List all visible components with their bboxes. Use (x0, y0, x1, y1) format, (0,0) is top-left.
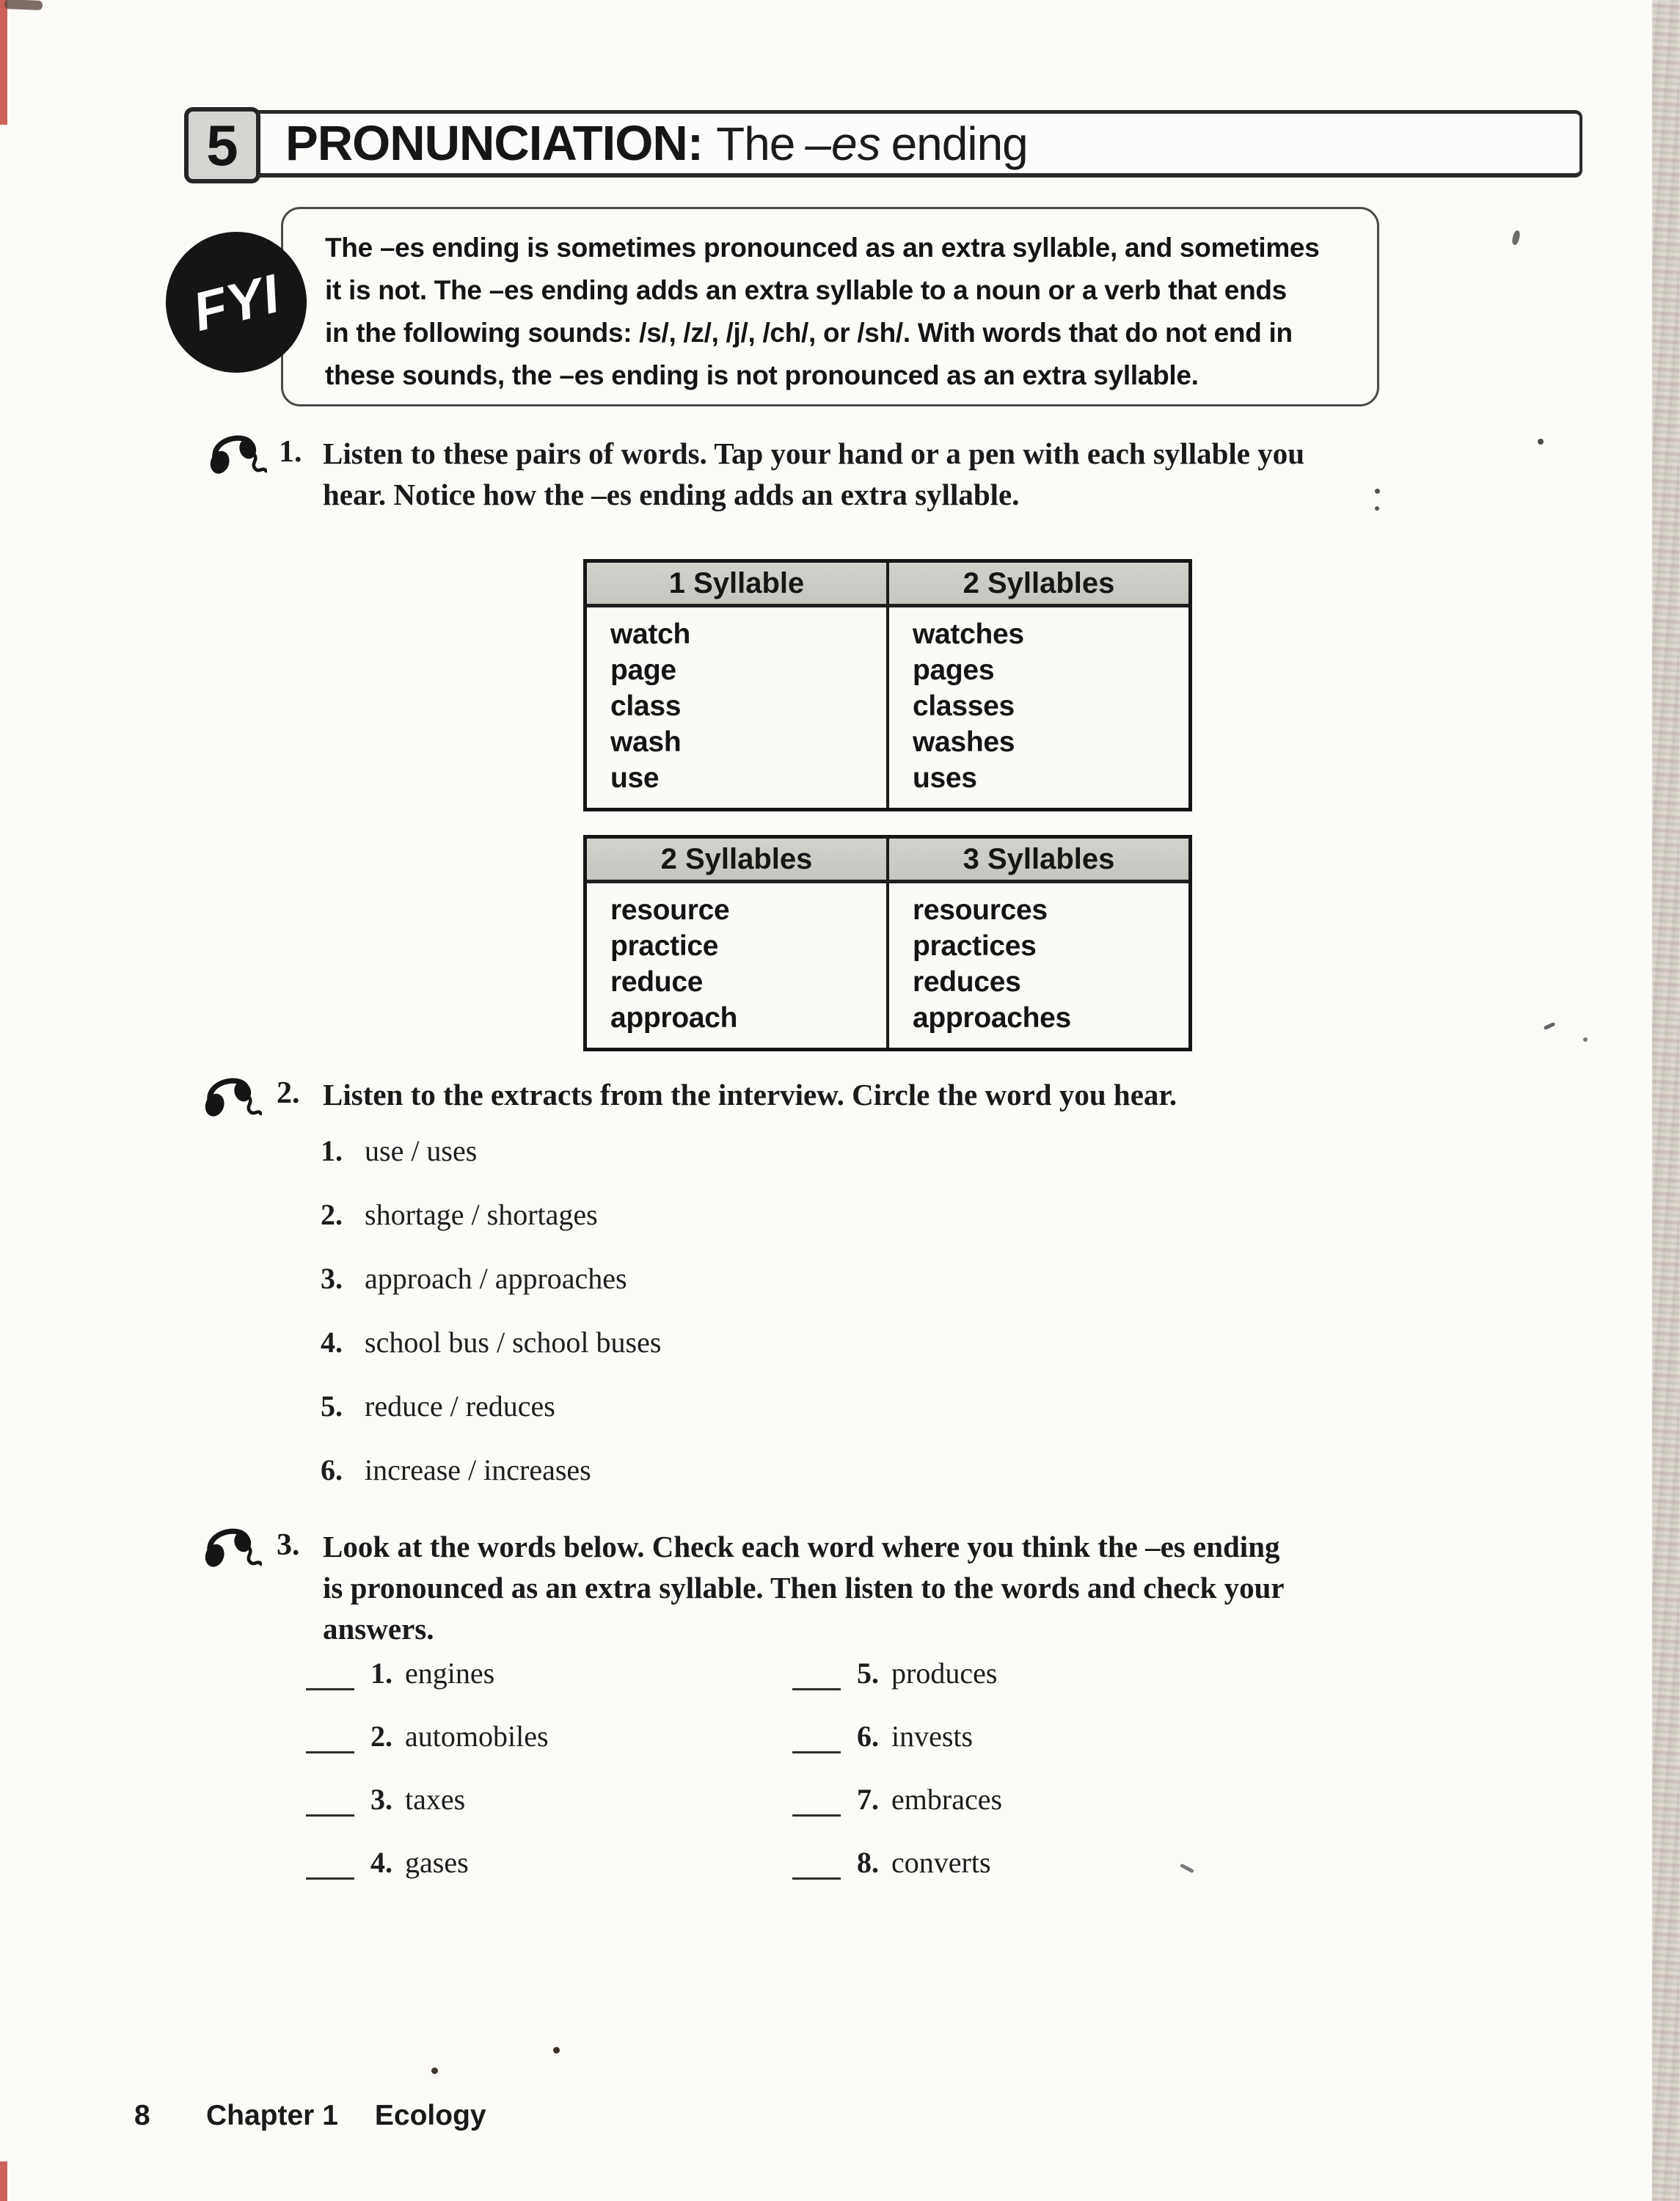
fyi-note-box (281, 207, 1379, 406)
table-body (587, 883, 1188, 1048)
table-word: resource (610, 894, 730, 926)
item-number: 3. (370, 1783, 392, 1816)
fyi-text (325, 227, 1358, 397)
item-number: 3. (321, 1262, 343, 1295)
table-word: wash (610, 726, 682, 758)
table-word: resources (913, 894, 1048, 926)
answer-blank (306, 1720, 354, 1753)
scan-artifact (0, 0, 7, 125)
item-word: converts (891, 1846, 991, 1879)
table-word: reduces (913, 966, 1021, 998)
scan-artifact (431, 2067, 438, 2074)
table-column (587, 883, 886, 1048)
section-number: 5 (206, 112, 238, 178)
table-word: watches (913, 618, 1024, 650)
scan-artifact (1544, 1022, 1556, 1030)
list-item (321, 1261, 661, 1295)
item-number: 1. (370, 1657, 392, 1690)
headphones-icon (200, 1525, 262, 1573)
checklist-item (792, 1843, 1002, 1880)
scan-artifact (1511, 230, 1522, 246)
syllable-table-2 (583, 835, 1192, 1051)
checklist-item (306, 1780, 792, 1817)
item-word: taxes (405, 1783, 466, 1816)
item-word-pair: increase / increases (365, 1453, 591, 1486)
table-word: practices (913, 930, 1037, 962)
table-header-cell: 2 Syllables (886, 563, 1188, 604)
table-body (587, 607, 1188, 808)
list-item (321, 1134, 661, 1167)
item-number: 1. (321, 1134, 343, 1167)
item-word-pair: approach / approaches (365, 1262, 627, 1295)
exercise3-number: 3. (277, 1528, 300, 1562)
exercise3-instruction (323, 1526, 1522, 1649)
table-word: reduce (610, 966, 704, 998)
item-word: automobiles (405, 1720, 549, 1753)
exercise1-number: 1. (279, 435, 302, 469)
table-header-cell: 1 Syllable (587, 563, 886, 604)
chapter-label: Chapter 1 (206, 2100, 338, 2131)
item-number: 5. (857, 1657, 879, 1690)
instruction-line: answers. (323, 1612, 434, 1646)
checklist-item (306, 1843, 792, 1880)
table-header-row (587, 563, 1188, 607)
checklist-item (792, 1717, 1002, 1753)
exercise2-instruction (323, 1074, 1522, 1115)
list-item (321, 1197, 661, 1231)
item-number: 5. (321, 1390, 343, 1423)
section-title: PRONUNCIATION: (285, 116, 704, 171)
checklist-item (792, 1780, 1002, 1817)
item-word-pair: school bus / school buses (365, 1326, 662, 1359)
syllable-table-1 (583, 559, 1192, 811)
table-word: approach (610, 1002, 738, 1034)
exercise3-word-grid (306, 1654, 1002, 1906)
table-header-cell: 2 Syllables (587, 839, 886, 880)
item-word: invests (891, 1720, 974, 1753)
table-column (886, 883, 1188, 1048)
item-number: 7. (857, 1783, 879, 1816)
answer-blank (306, 1657, 354, 1690)
section-subtitle-post: ending (891, 117, 1028, 170)
scan-edge-strip (1652, 0, 1680, 2201)
item-number: 4. (321, 1326, 343, 1359)
fyi-line: it is not. The –es ending adds an extra syllable to a noun or a verb that ends (325, 275, 1287, 305)
item-number: 2. (370, 1720, 392, 1753)
item-word: engines (405, 1657, 495, 1690)
scan-artifact (1180, 1864, 1194, 1874)
fyi-line: these sounds, the –es ending is not pronounced as an extra syllable. (325, 360, 1199, 390)
scan-artifact (1538, 439, 1544, 445)
instruction-line: Look at the words below. Check each word where you think the –es ending (323, 1530, 1280, 1563)
answer-blank (306, 1784, 354, 1817)
section-subtitle-pre: The (716, 117, 795, 170)
exercise1-instruction (323, 433, 1522, 515)
table-header-cell: 3 Syllables (886, 839, 1188, 880)
item-number: 8. (857, 1846, 879, 1879)
table-word: page (610, 654, 676, 686)
page-number: 8 (134, 2100, 150, 2131)
answer-blank (792, 1784, 841, 1817)
item-word: produces (891, 1657, 998, 1690)
table-word: approaches (913, 1002, 1071, 1034)
instruction-line: is pronounced as an extra syllable. Then listen to the words and check your (323, 1571, 1285, 1605)
fyi-badge-label: FYI (186, 262, 286, 343)
table-word: watch (610, 618, 691, 650)
scan-artifact (0, 2161, 7, 2201)
checklist-item (792, 1654, 1002, 1690)
scan-artifact (4, 0, 43, 10)
item-number: 6. (857, 1720, 879, 1753)
section-number-box (184, 107, 260, 183)
item-word: embraces (891, 1783, 1003, 1816)
answer-blank (792, 1847, 841, 1880)
exercise2-item-list (321, 1134, 661, 1516)
headphones-icon (200, 1074, 262, 1123)
item-word-pair: reduce / reduces (365, 1390, 555, 1423)
exercise2-number: 2. (277, 1076, 300, 1110)
table-header-row (587, 839, 1188, 883)
scan-artifact (553, 2047, 560, 2054)
answer-blank (306, 1847, 354, 1880)
scan-artifact (1583, 1037, 1588, 1042)
scan-artifact (1375, 489, 1380, 494)
list-item (321, 1389, 661, 1423)
item-number: 6. (321, 1453, 343, 1486)
instruction-line: Listen to these pairs of words. Tap your hand or a pen with each syllable you (323, 437, 1305, 470)
instruction-line: Listen to the extracts from the interview. Circle the word you hear. (323, 1078, 1177, 1112)
table-word: uses (913, 762, 977, 794)
fyi-line: in the following sounds: /s/, /z/, /j/, /ch/, or /sh/. With words that do not end in (325, 318, 1293, 348)
chapter-title: Ecology (374, 2100, 486, 2131)
table-word: class (610, 690, 682, 722)
table-word: pages (913, 654, 995, 686)
table-column (886, 607, 1188, 808)
list-item (321, 1325, 661, 1359)
item-word-pair: shortage / shortages (365, 1198, 598, 1231)
item-word: gases (405, 1846, 469, 1879)
table-word: classes (913, 690, 1015, 722)
headphones-icon (205, 431, 267, 480)
fyi-line: The –es ending is sometimes pronounced as an extra syllable, and sometimes (325, 233, 1320, 263)
checklist-item (306, 1654, 792, 1690)
section-title-bar (258, 110, 1582, 178)
table-word: washes (913, 726, 1015, 758)
answer-blank (792, 1720, 841, 1753)
table-column (587, 607, 886, 808)
item-number: 2. (321, 1198, 343, 1231)
answer-blank (792, 1657, 841, 1690)
scan-artifact (1375, 506, 1379, 511)
item-number: 4. (370, 1846, 392, 1879)
list-item (321, 1453, 661, 1486)
item-word-pair: use / uses (365, 1134, 478, 1167)
table-word: practice (610, 930, 719, 962)
page-footer (134, 2100, 486, 2132)
table-word: use (610, 762, 660, 794)
instruction-line: hear. Notice how the –es ending adds an extra syllable. (323, 478, 1020, 511)
checklist-item (306, 1717, 792, 1753)
section-subtitle-es: –es (805, 117, 881, 170)
